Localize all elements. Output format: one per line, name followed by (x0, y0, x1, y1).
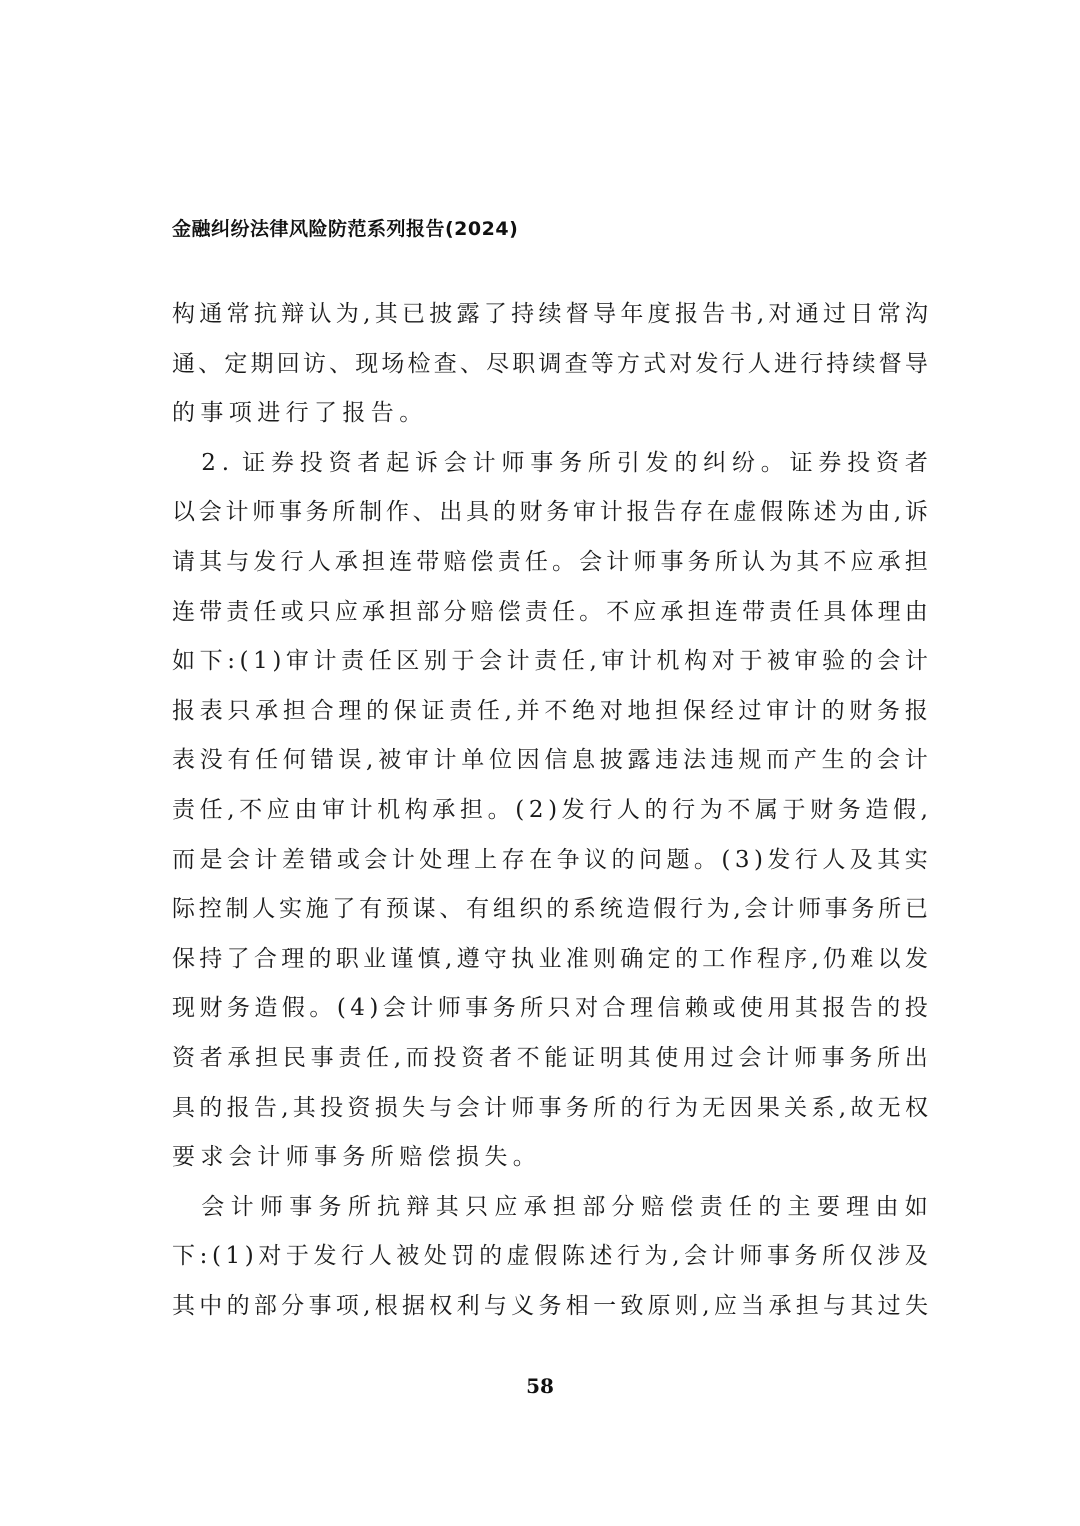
text-line: 其 中 的 部 分 事 项 , 根 据 权 利 与 义 务 相 一 致 原 则 , 应 当 承 担 与 其 过 失 (172, 1292, 928, 1319)
text-line: 会 计 师 事 务 所 抗 辩 其 只 应 承 担 部 分 赔 偿 责 任 的 主 要 理 由 如 (172, 1193, 928, 1220)
text-line: 表 没 有 任 何 错 误 , 被 审 计 单 位 因 信 息 披 露 违 法 违 规 而 产 生 的 会 计 (172, 747, 928, 774)
text-line: 以 会 计 师 事 务 所 制 作 、 出 具 的 财 务 审 计 报 告 存 在 虚 假 陈 述 为 由 , 诉 (172, 499, 928, 526)
body-text (172, 290, 928, 1331)
text-line: 通 、 定 期 回 访 、 现 场 检 查 、 尽 职 调 查 等 方 式 对 发 行 人 进 行 持 续 督 导 (172, 350, 928, 377)
text-line: 保 持 了 合 理 的 职 业 谨 慎 , 遵 守 执 业 准 则 确 定 的 工 作 程 序 , 仍 难 以 发 (172, 945, 928, 972)
text-line: 连 带 责 任 或 只 应 承 担 部 分 赔 偿 责 任 。 不 应 承 担 连 带 责 任 具 体 理 由 (172, 598, 928, 625)
text-line: 2 . 证 券 投 资 者 起 诉 会 计 师 事 务 所 引 发 的 纠 纷 。 证 券 投 资 者 (172, 449, 928, 476)
text-line: 的事项进行了报告。 (172, 400, 428, 427)
text-line: 际 控 制 人 实 施 了 有 预 谋 、 有 组 织 的 系 统 造 假 行 为 , 会 计 师 事 务 所 已 (172, 896, 928, 923)
text-line: 下 : ( 1 ) 对 于 发 行 人 被 处 罚 的 虚 假 陈 述 行 为 , 会 计 师 事 务 所 仅 涉 及 (172, 1243, 928, 1270)
text-line: 责 任 , 不 应 由 审 计 机 构 承 担 。 ( 2 ) 发 行 人 的 行 为 不 属 于 财 务 造 假 , (172, 796, 928, 823)
text-line: 资 者 承 担 民 事 责 任 , 而 投 资 者 不 能 证 明 其 使 用 过 会 计 师 事 务 所 出 (172, 1044, 928, 1071)
text-line: 请 其 与 发 行 人 承 担 连 带 赔 偿 责 任 。 会 计 师 事 务 所 认 为 其 不 应 承 担 (172, 548, 928, 575)
text-line: 而 是 会 计 差 错 或 会 计 处 理 上 存 在 争 议 的 问 题 。 ( 3 ) 发 行 人 及 其 实 (172, 846, 928, 873)
text-line: 具 的 报 告 , 其 投 资 损 失 与 会 计 师 事 务 所 的 行 为 无 因 果 关 系 , 故 无 权 (172, 1094, 928, 1121)
running-header: 金融纠纷法律风险防范系列报告(2024) (172, 218, 519, 240)
text-line: 如 下 : ( 1 ) 审 计 责 任 区 别 于 会 计 责 任 , 审 计 机 构 对 于 被 审 验 的 会 计 (172, 648, 928, 675)
text-line: 报 表 只 承 担 合 理 的 保 证 责 任 , 并 不 绝 对 地 担 保 经 过 审 计 的 财 务 报 (172, 697, 928, 724)
text-line: 构 通 常 抗 辩 认 为 , 其 已 披 露 了 持 续 督 导 年 度 报 告 书 , 对 通 过 日 常 沟 (172, 301, 928, 327)
page-number: 58 (526, 1374, 554, 1398)
text-line: 要求会计师事务所赔偿损失。 (172, 1144, 542, 1171)
text-line: 现 财 务 造 假 。 ( 4 ) 会 计 师 事 务 所 只 对 合 理 信 赖 或 使 用 其 报 告 的 投 (172, 995, 928, 1022)
